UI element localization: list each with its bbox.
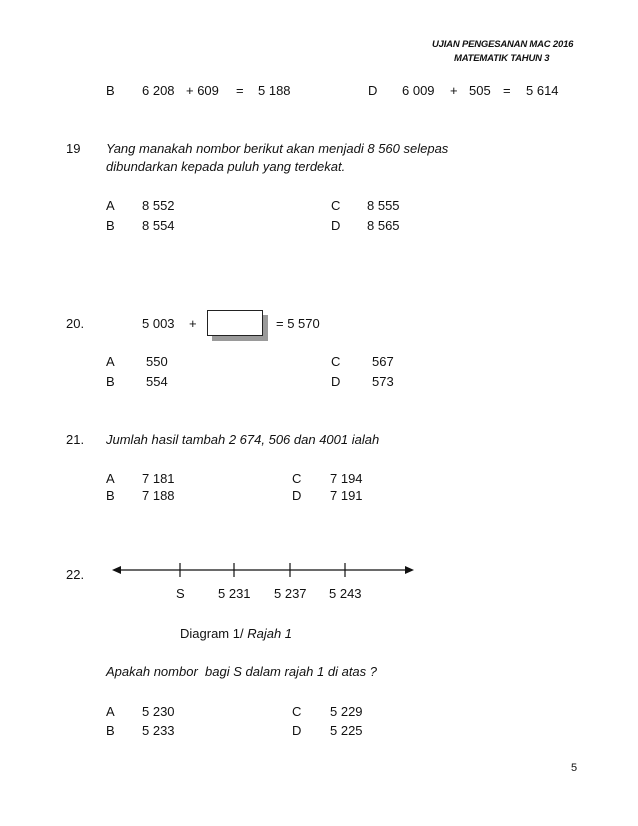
option-value: 5 233 [142,723,175,738]
plus-sign: + [189,316,197,331]
question-number: 20. [66,316,85,331]
tick-label: 5 231 [218,586,251,601]
option-letter: B [106,723,115,738]
option-value: 8 555 [367,198,400,213]
option-letter: D [368,83,378,98]
header-line-2: MATEMATIK TAHUN 3 [454,53,550,64]
option-value: 550 [146,354,168,369]
option-operand: 6 208 [142,83,175,98]
option-letter: A [106,471,115,486]
option-value: 7 181 [142,471,175,486]
option-letter: C [292,471,302,486]
question-number: 19 [66,141,81,156]
question-number: 22. [66,567,85,582]
caption-text-italic: Rajah 1 [247,626,293,641]
caption-text: Diagram 1/ [180,626,248,641]
option-letter: C [292,704,302,719]
option-letter: D [331,218,341,233]
option-letter: A [106,704,115,719]
header-line-1: UJIAN PENGESANAN MAC 2016 [432,39,574,50]
option-equals: = [503,83,511,98]
arrow-right-icon [405,566,414,574]
diagram-caption [180,626,292,641]
option-letter: C [331,198,341,213]
question-text: Apakah nombor bagi S dalam rajah 1 di atas ? [106,664,378,679]
question-text: Jumlah hasil tambah 2 674, 506 dan 4001 ialah [106,432,380,447]
option-value: 567 [372,354,394,369]
option-operation: + 609 [186,83,219,98]
option-plus: + [450,83,458,98]
option-value: 5 229 [330,704,363,719]
option-letter: C [331,354,341,369]
option-letter: D [292,723,302,738]
option-value: 573 [372,374,394,389]
option-letter: B [106,218,115,233]
tick-label: 5 243 [329,586,362,601]
tick-label: S [176,586,185,601]
option-letter: D [331,374,341,389]
arrow-left-icon [112,566,121,574]
option-letter: A [106,354,115,369]
option-value: 5 230 [142,704,175,719]
option-value: 7 188 [142,488,175,503]
question-text-line-2: dibundarkan kepada puluh yang terdekat. [106,159,346,174]
option-operand: 6 009 [402,83,435,98]
option-value: 5 225 [330,723,363,738]
option-result: 5 614 [526,83,559,98]
page-number: 5 [571,762,578,774]
option-letter: A [106,198,115,213]
question-text-line-1: Yang manakah nombor berikut akan menjadi 8 560 selepas [106,141,449,156]
option-value: 8 552 [142,198,175,213]
option-operand-2: 505 [469,83,491,98]
option-value: 8 565 [367,218,400,233]
option-equals: = [236,83,244,98]
option-value: 7 194 [330,471,363,486]
equals-result: = 5 570 [276,316,320,331]
question-number: 21. [66,432,85,447]
option-letter: B [106,488,115,503]
option-value: 554 [146,374,168,389]
addend: 5 003 [142,316,175,331]
option-letter: B [106,83,115,98]
option-result: 5 188 [258,83,291,98]
option-letter: B [106,374,115,389]
option-value: 7 191 [330,488,363,503]
option-letter: D [292,488,302,503]
tick-label: 5 237 [274,586,307,601]
option-value: 8 554 [142,218,175,233]
